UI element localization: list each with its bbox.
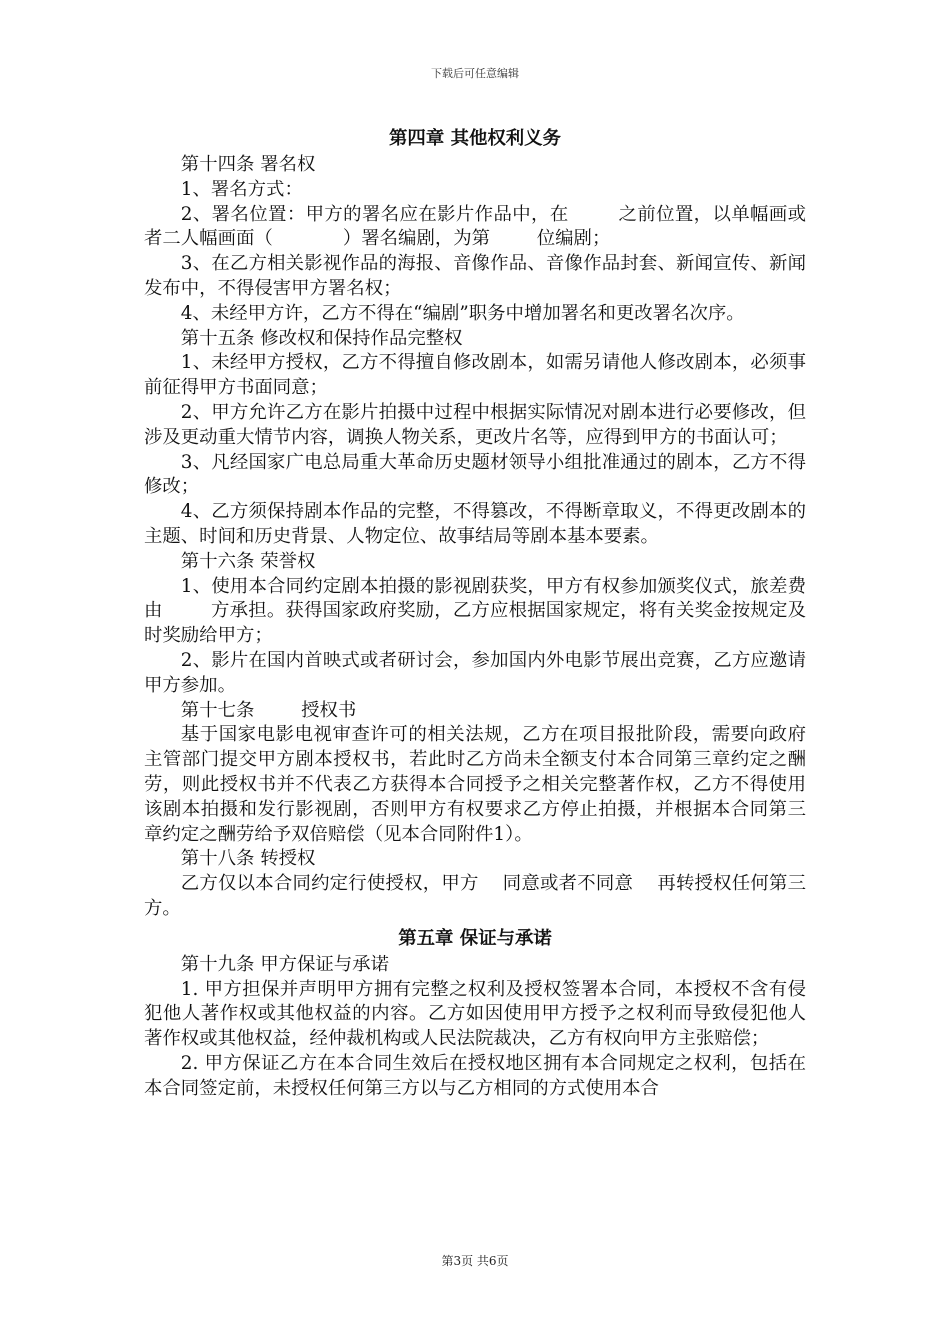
paragraph: 第十八条 转授权 [180,848,316,870]
paragraph: 4、乙方须保持剧本作品的完整，不得篡改，不得断章取义，不得更改剧本的主题、时间和历史背景、人物定位、故事结局等剧本基本要素。 [144,501,806,547]
paragraph: 3、在乙方相关影视作品的海报、音像作品、音像作品封套、新闻宣传、新闻发布中，不得侵害甲方署名权； [144,253,806,299]
chapter-5-title: 第五章 保证与承诺 [398,927,552,949]
paragraph: 1. 甲方担保并声明甲方拥有完整之权利及授权签署本合同，本授权不含有侵犯他人著作权或其他权益的内容。乙方如因使用甲方授予之权利而导致侵犯他人著作权或其他权益，经仲裁机构或人民法院裁决，乙方有权向甲方主张赔偿； [144,978,806,1050]
paragraph: 2、影片在国内首映式或者研讨会，参加国内外电影节展出竞赛，乙方应邀请甲方参加。 [144,649,806,696]
paragraph: 乙方仅以本合同约定行使授权，甲方 同意或者不同意 再转授权任何第三方。 [144,873,806,919]
paragraph: 3、凡经国家广电总局重大革命历史题材领导小组批准通过的剧本，乙方不得修改； [144,451,806,498]
paragraph: 第十六条 荣誉权 [180,550,316,572]
paragraph: 1、使用本合同约定剧本拍摄的影视剧获奖，甲方有权参加颁奖仪式，旅差费由 方承担。获得国家政府奖励，乙方应根据国家规定，将有关奖金按规定及时奖励给甲方； [144,575,806,647]
paragraph: 基于国家电影电视审查许可的相关法规，乙方在项目报批阶段，需要向政府主管部门提交甲方剧本授权书，若此时乙方尚未全额支付本合同第三章约定之酬劳，则此授权书并不代表乙方获得本合同授予之相关完整著作权，乙方不得使用该剧本拍摄和发行影视剧，否则甲方有权要求乙方停止拍摄，并根据本合同第三章约定之酬劳给予双倍赔偿（见本合同附件1）。 [144,724,806,845]
paragraph: 第十四条 署名权 [180,154,316,175]
paragraph: 1、署名方式： [180,178,303,200]
page-footer: 第3页 共6页 [441,1254,509,1268]
paragraph: 2、甲方允许乙方在影片拍摄中过程中根据实际情况对剧本进行必要修改，但涉及更动重大情节内容，调换人物关系，更改片名等，应得到甲方的书面认可； [144,401,806,448]
chapter-4-title: 第四章 其他权利义务 [389,128,561,149]
paragraph: 4、未经甲方许，乙方不得在“编剧”职务中增加署名和更改署名次序。 [180,302,745,324]
paragraph: 2. 甲方保证乙方在本合同生效后在授权地区拥有本合同规定之权利，包括在本合同签定前，未授权任何第三方以与乙方相同的方式使用本合 [144,1052,806,1099]
paragraph: 第十七条 授权书 [180,699,357,721]
paragraph: 1、未经甲方授权，乙方不得擅自修改剧本，如需另请他人修改剧本，必须事前征得甲方书面同意； [144,352,806,399]
chapter-4-paragraphs [144,153,806,922]
page-header: 下载后可任意编辑 [431,67,519,80]
paragraph: 2、署名位置：甲方的署名应在影片作品中，在 之前位置，以单幅画或者二人幅画面（ ）署名编剧，为第 位编剧； [144,203,806,250]
paragraph: 第十九条 甲方保证与承诺 [180,953,389,975]
chapter-5-paragraphs [144,953,806,1102]
paragraph: 第十五条 修改权和保持作品完整权 [180,327,463,349]
document-body [144,122,806,1101]
